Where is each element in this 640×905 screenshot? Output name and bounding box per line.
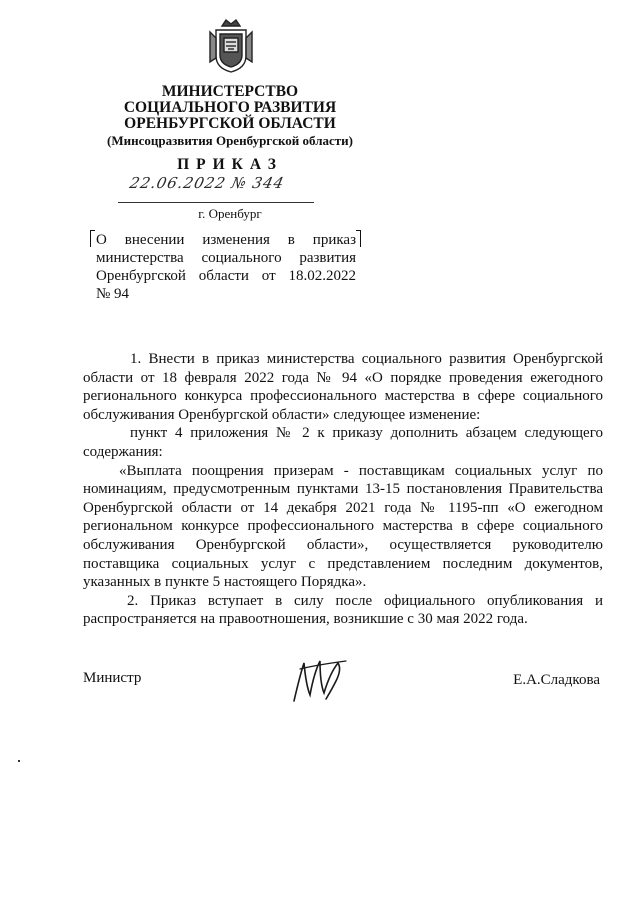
subject-bracket-left: [90, 230, 95, 247]
ministry-name-line1: МИНИСТЕРСТВО: [161, 83, 299, 100]
ministry-name-line2: СОЦИАЛЬНОГО РАЗВИТИЯ: [123, 99, 337, 116]
signatory-title: Министр: [83, 670, 142, 686]
subject-line: № 94: [96, 286, 130, 302]
subject-line: Оренбургской области от 18.02.2022: [96, 268, 356, 284]
paragraph-4: 2. Приказ вступает в силу после официального опубликования и распространяется на правоотношения, возникшие с 30 мая 2022 года.: [83, 592, 603, 628]
ministry-name-line3: ОРЕНБУРГСКОЙ ОБЛАСТИ: [124, 115, 336, 132]
order-body: [83, 350, 603, 629]
document-type-title: ПРИКАЗ: [177, 156, 283, 173]
city: г. Оренбург: [198, 206, 262, 221]
paragraph-3: «Выплата поощрения призерам - поставщикам социальных услуг по номинациям, предусмотренным пунктами 13-15 постановления Правительства Оренбургской области от 14 декабря 2021 года № 1195-пп «О ежегодном региональном конкурсе профессионального мастерства в сфере социального обслуживания Оренбургской области», осуществляется руководителю поставщика социальных услуг с представлением последним документов, указанных в пункте 5 настоящего Порядка».: [83, 462, 603, 591]
subject-line: министерства социального развития: [96, 250, 356, 266]
scan-artifact-dot: [18, 760, 20, 762]
ministry-short-name: (Минсоцразвития Оренбургской области): [107, 133, 353, 148]
paragraph-1: 1. Внести в приказ министерства социального развития Оренбургской области от 18 февраля 2022 года № 94 «О порядке проведения ежегодного регионального конкурса профессионального мастерства в сфере социального обслуживания Оренбургской области» следующее изменение:: [83, 351, 603, 423]
subject-line: О внесении изменения в приказ: [96, 232, 356, 248]
order-subject: [96, 231, 356, 303]
signatory-name: Е.А.Сладкова: [513, 672, 600, 688]
subject-bracket-right: [356, 230, 361, 247]
handwritten-signature-icon: [286, 655, 356, 705]
paragraph-2: пункт 4 приложения № 2 к приказу дополнить абзацем следующего содержания:: [83, 425, 603, 460]
coat-of-arms-icon: [208, 16, 254, 74]
date-number-handwritten: 22.06.2022 № 344: [128, 174, 287, 192]
